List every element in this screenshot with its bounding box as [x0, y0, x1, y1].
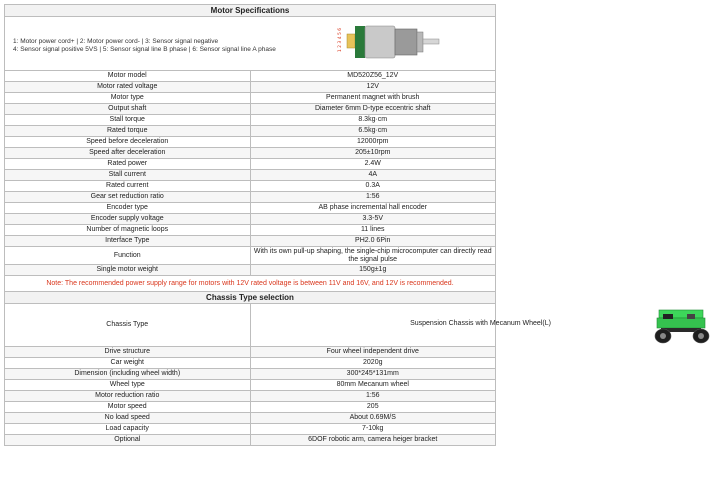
- chassis-value: 80mm Mecanum wheel: [250, 380, 496, 391]
- chassis-value: 300*245*131mm: [250, 369, 496, 380]
- spec-value: 205±10rpm: [250, 148, 496, 159]
- chassis-label: Load capacity: [5, 424, 251, 435]
- motor-image: [338, 20, 445, 66]
- spec-value: AB phase incremental hall encoder: [250, 203, 496, 214]
- spec-value: 3.3-5V: [250, 214, 496, 225]
- spec-value: 11 lines: [250, 225, 496, 236]
- wiring-text: [13, 38, 276, 54]
- spec-label: Stall current: [5, 170, 251, 181]
- spec-label: Number of magnetic loops: [5, 225, 251, 236]
- chassis-label: Optional: [5, 435, 251, 446]
- motor-spec-title: Motor Specifications: [5, 5, 496, 17]
- pin-label: 1 2 3 4 5 6: [338, 27, 343, 53]
- spec-value: 6.5kg·cm: [250, 126, 496, 137]
- spec-label: Motor model: [5, 71, 251, 82]
- chassis-title: Chassis Type selection: [5, 292, 496, 304]
- spec-label: Rated power: [5, 159, 251, 170]
- spec-label: Gear set reduction ratio: [5, 192, 251, 203]
- chassis-type-label: Chassis Type: [5, 304, 251, 347]
- spec-label: Motor rated voltage: [5, 82, 251, 93]
- wiring-diagram: [5, 17, 496, 71]
- chassis-image: [651, 306, 713, 344]
- chassis-value: 7-10kg: [250, 424, 496, 435]
- spec-value: Permanent magnet with brush: [250, 93, 496, 104]
- chassis-label: Motor reduction ratio: [5, 391, 251, 402]
- chassis-label: Dimension (including wheel width): [5, 369, 251, 380]
- spec-label: Motor type: [5, 93, 251, 104]
- chassis-type-value: Suspension Chassis with Mecanum Wheel(L): [410, 320, 551, 327]
- weight-label: Single motor weight: [5, 265, 251, 276]
- spec-value: 0.3A: [250, 181, 496, 192]
- spec-label: Interface Type: [5, 236, 251, 247]
- weight-value: 150g±1g: [250, 265, 496, 276]
- function-value: With its own pull-up shaping, the single-chip microcomputer can directly read the signal pulse: [250, 247, 496, 265]
- spec-value: 2.4W: [250, 159, 496, 170]
- chassis-value: About 0.69M/S: [250, 413, 496, 424]
- spec-label: Output shaft: [5, 104, 251, 115]
- chassis-label: Car weight: [5, 358, 251, 369]
- spec-label: Stall torque: [5, 115, 251, 126]
- function-label: Function: [5, 247, 251, 265]
- wiring-line-2: 4: Sensor signal positive 5VS | 5: Sensor signal line B phase | 6: Sensor signal line A phase: [13, 46, 276, 53]
- spec-value: 8.3kg·cm: [250, 115, 496, 126]
- chassis-type-cell: [250, 304, 551, 347]
- spec-value: 12V: [250, 82, 496, 93]
- chassis-value: 1:56: [250, 391, 496, 402]
- spec-value: 12000rpm: [250, 137, 496, 148]
- spec-label: Encoder supply voltage: [5, 214, 251, 225]
- spec-sheet: [4, 4, 551, 446]
- spec-value: 4A: [250, 170, 496, 181]
- spec-value: PH2.0 6Pin: [250, 236, 496, 247]
- wiring-line-1: 1: Motor power cord+ | 2: Motor power cord- | 3: Sensor signal negative: [13, 38, 219, 45]
- chassis-value: 2020g: [250, 358, 496, 369]
- spec-table: [4, 4, 551, 446]
- spec-label: Rated torque: [5, 126, 251, 137]
- voltage-note: Note: The recommended power supply range for motors with 12V rated voltage is between 11V and 16V, and 12V is recommended.: [5, 276, 496, 292]
- chassis-value: Four wheel independent drive: [250, 347, 496, 358]
- spec-label: Speed after deceleration: [5, 148, 251, 159]
- chassis-label: Wheel type: [5, 380, 251, 391]
- spec-value: Diameter 6mm D-type eccentric shaft: [250, 104, 496, 115]
- spec-label: Speed before deceleration: [5, 137, 251, 148]
- chassis-value: 205: [250, 402, 496, 413]
- chassis-label: Drive structure: [5, 347, 251, 358]
- spec-label: Encoder type: [5, 203, 251, 214]
- spec-value: 1:56: [250, 192, 496, 203]
- spec-label: Rated current: [5, 181, 251, 192]
- chassis-label: Motor speed: [5, 402, 251, 413]
- spec-value: MD520Z56_12V: [250, 71, 496, 82]
- chassis-value: 6DOF robotic arm, camera heiger bracket: [250, 435, 496, 446]
- chassis-label: No load speed: [5, 413, 251, 424]
